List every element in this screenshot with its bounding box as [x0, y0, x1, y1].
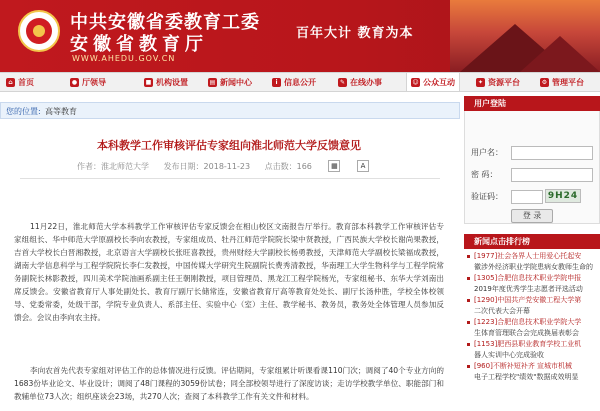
news-rank-item[interactable]: [1290]中国共产党安徽工程大学第 — [464, 295, 600, 306]
breadcrumb — [0, 102, 460, 119]
nav-item-admin[interactable]: ⚙ 管理平台 — [541, 77, 584, 87]
article-author: 作者：淮北师范大学 — [77, 161, 150, 171]
news-rank-item[interactable]: [960]不断补短补齐 宣城市机械 — [464, 361, 600, 372]
news-rank-item[interactable]: 徽涉外经济职业学院患病女教师生命的 — [474, 263, 593, 271]
news-rank-item[interactable]: [1305]合肥信息技术职业学院申报 — [464, 273, 600, 284]
news-rank-item[interactable]: [1977]社会各界人士用爱心托起安 — [464, 251, 600, 262]
captcha-image[interactable]: 9H24 — [545, 189, 581, 203]
news-rank-item[interactable]: 生体育管理联合会完成换届表彰会 — [474, 329, 579, 337]
article-date: 发布日期：2018-11-23 — [163, 161, 251, 171]
org-icon: ■ — [145, 78, 152, 86]
slogan: 百年大计 教育为本 — [296, 26, 414, 41]
site-url: WWW.AHEDU.GOV.CN — [72, 54, 176, 63]
emblem-logo[interactable] — [18, 10, 60, 52]
site-title-line1: 中共安徽省委教育工委 — [70, 12, 260, 33]
article-clicks: 点击数：166 — [264, 161, 312, 171]
nav-item-info-public[interactable]: i 信息公开 — [272, 73, 316, 91]
site-title-line2: 安徽省教育厅 — [70, 34, 208, 55]
login-panel — [464, 111, 600, 224]
title-divider — [20, 178, 440, 179]
nav-item-news[interactable]: ▤ 新闻中心 — [209, 77, 252, 87]
sidebar — [464, 96, 600, 383]
nav-item-online-service[interactable]: ✎ 在线办事 — [339, 77, 382, 87]
resource-icon: ✦ — [477, 78, 484, 86]
font-size-icon[interactable]: A — [357, 160, 369, 172]
service-icon: ✎ — [339, 78, 346, 86]
nav-item-organization[interactable]: ■ 机构设置 — [145, 77, 188, 87]
news-rank-item[interactable]: [1153]肥西县职业教育学校工业机 — [464, 339, 600, 350]
password-label: 密 码： — [471, 170, 498, 179]
news-rank-item[interactable]: [1223]合肥信息技术职业学院大学 — [464, 317, 600, 328]
home-icon: ⌂ — [6, 78, 15, 87]
news-rank-title: 新闻点击排行榜 — [464, 234, 600, 249]
article-paragraph: 11月22日，淮北师范大学本科教学工作审核评估专家反馈会在相山校区文南报告厅举行。教育部本科教学工作审核评估专家组组长、华中师范大学原副校长李向农教授，专家组成员、牡丹江师范学院院长梁中贤教授，广西民族大学校长谢尚果教授，吉首大学校长白晋湘教授，北京语言大学副校长张旺喜教授，贵州财经大学副校长杨勇教授，天津师范大学副校长梁福成教授，湖南大学信息科学与工程学院院长李仁发教授，中国传媒大学研究生院副院长费秀清教授，华南理工大学生物科学与工程学院常务副院长林影教授，四川美术学院油画系副主任王朝刚教授，项目管理员、黑龙江工程学院杨光，专家组秘书、东华大学刘南出席反馈会。安徽省教育厅人事处副处长、教育厅副厅长储常连，安徽省教育厅高等教育处处长、副厅长汤仲胜，学校全体校领导、党委常委，处级干部，学院专业负责人、系部主任、实验中心（室）主任、教学秘书、教务员，教务处全体管理人员参加反馈会。会议由李向农主持。 — [14, 221, 444, 322]
news-icon: ▤ — [209, 78, 216, 86]
news-rank-item[interactable]: 二次代表大会开幕 — [474, 307, 530, 315]
info-icon: i — [272, 78, 281, 87]
article-meta — [0, 160, 458, 172]
username-input[interactable] — [511, 146, 593, 160]
captcha-input[interactable] — [511, 190, 543, 204]
username-label: 用户名： — [471, 148, 503, 157]
breadcrumb-label: 您的位置: — [6, 107, 41, 116]
nav-item-home[interactable]: ⌂ 首页 — [6, 73, 34, 91]
nav-item-resources[interactable]: ✦ 资源平台 — [477, 77, 520, 87]
article-paragraph: 李向农首先代表专家组对评估工作的总体情况进行反馈。评估期间，专家组累计听课看课110门次；调阅了40个专业方向的1683份毕业论文、毕业设计；调阅了48门课程的3059份试卷；同全部校领导进行了深度访谈；走访学校教学单位、职能部门和教辅单位73人次；组织座谈会23场，共270人次；查阅了本科教学工作有关文件和材料。 — [14, 365, 444, 401]
news-rank-list — [464, 249, 600, 383]
nav-item-public-interaction[interactable]: ☺ 公众互动 — [406, 73, 460, 91]
article-title: 本科教学工作审核评估专家组向淮北师范大学反馈意见 — [97, 139, 361, 152]
breadcrumb-link-higher-education[interactable]: 高等教育 — [45, 107, 77, 116]
news-rank-item[interactable]: 2019年度优秀学生志愿者评选活动 — [474, 285, 583, 293]
print-icon[interactable]: ▦ — [328, 160, 340, 172]
interact-icon: ☺ — [412, 78, 419, 86]
admin-icon: ⚙ — [541, 78, 548, 86]
nav-item-leaders[interactable]: ● 厅领导 — [71, 77, 106, 87]
login-panel-title: 用户登陆 — [464, 96, 600, 111]
login-button[interactable]: 登 录 — [511, 209, 553, 223]
news-rank-item[interactable]: 电子工程学校"绩效"数据成效明显 — [474, 373, 579, 381]
site-header — [0, 0, 600, 72]
news-rank-item[interactable]: 器人实训中心完成验收 — [474, 351, 544, 359]
main-nav — [0, 72, 600, 92]
password-input[interactable] — [511, 168, 593, 182]
banner-mountain-image — [450, 0, 600, 72]
user-icon: ● — [71, 78, 78, 86]
captcha-label: 验证码： — [471, 192, 503, 201]
